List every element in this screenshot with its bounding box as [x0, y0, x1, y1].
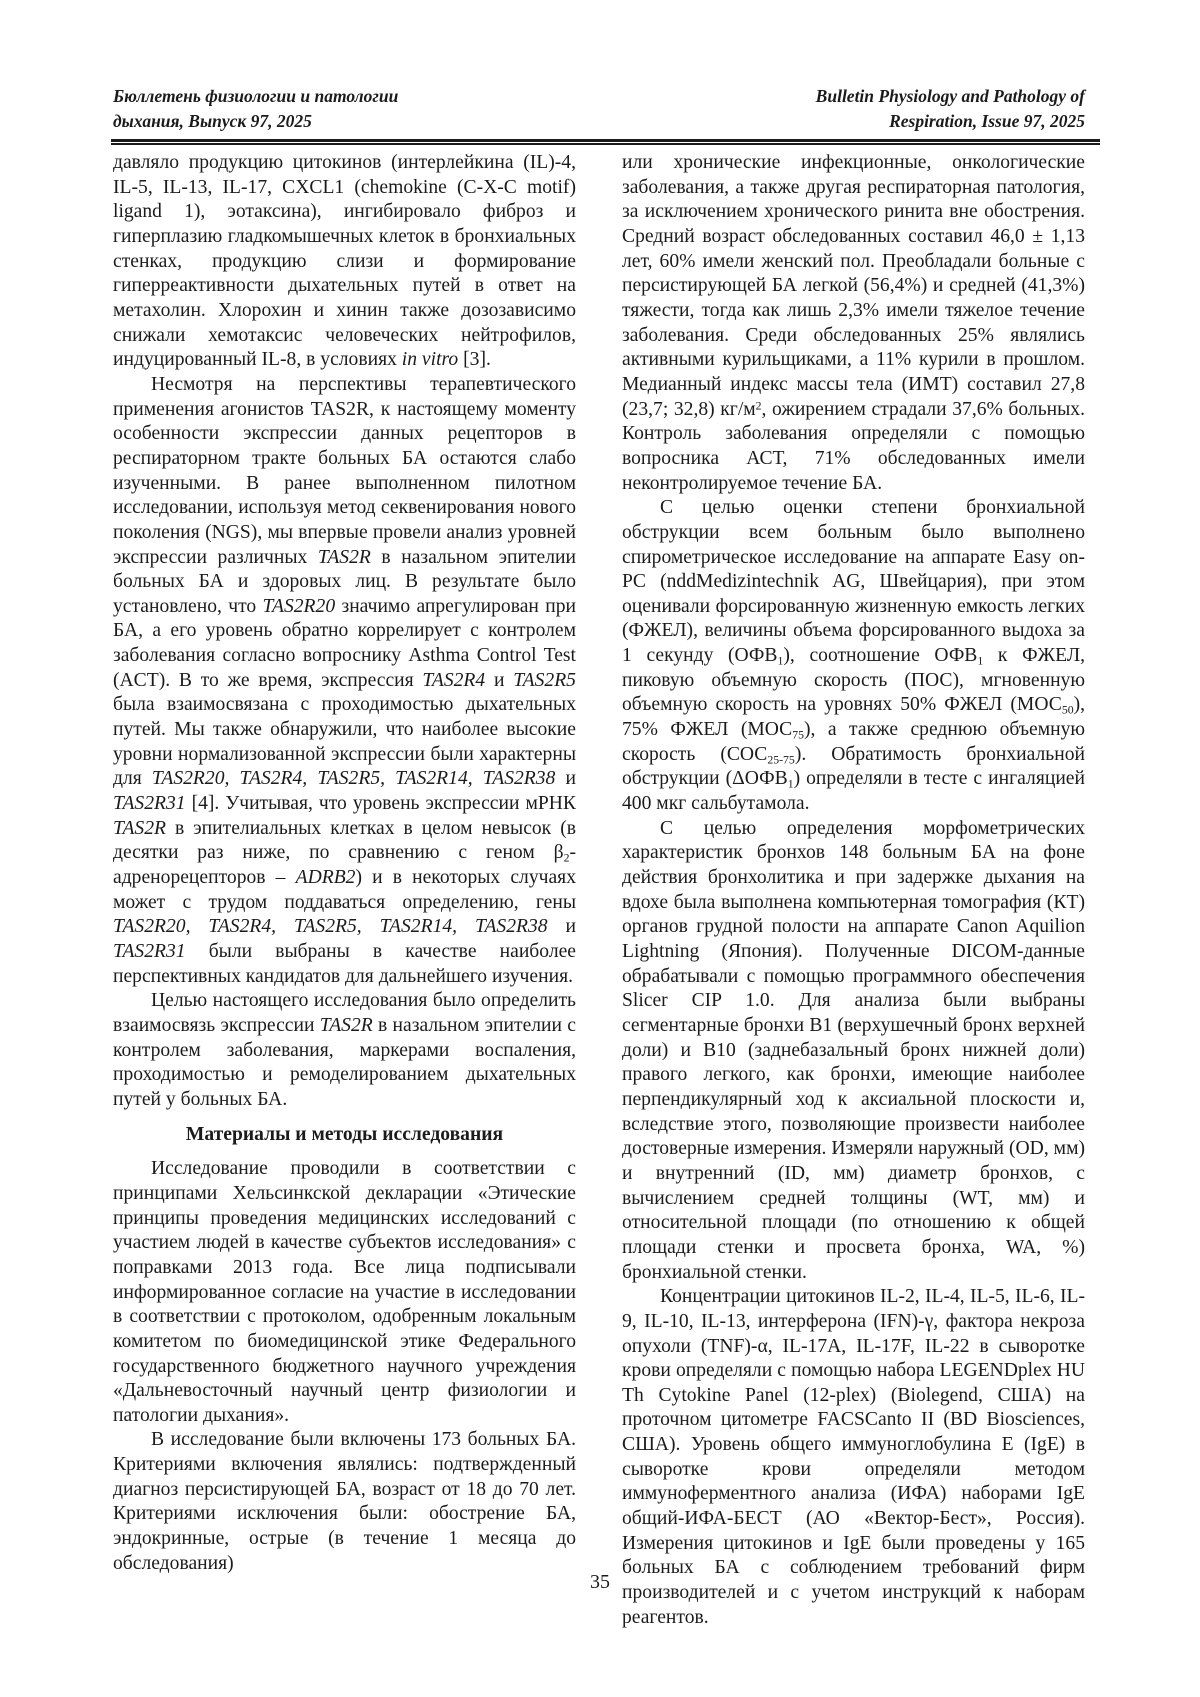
running-head	[113, 84, 1085, 134]
running-head-en-line2: Respiration, Issue 97, 2025	[889, 111, 1085, 131]
paragraph: Исследование проводили в соответствии с принципами Хельсинкской декларации «Этические принципы проведения медицинских исследований с участием людей в качестве субъектов исследования» с поправками 2013 года. Все лица подписывали информированное согласие на участие в исследовании в соответствии с протоколом, одобренным локальным комитетом по биомедицинской этике Федерального государственного бюджетного научного учреждения «Дальневосточный научный центр физиологии и патологии дыхания».	[113, 1158, 576, 1426]
paragraph: Концентрации цитокинов IL-2, IL-4, IL-5, IL-6, IL-9, IL-10, IL-13, интерферона (IFN)-γ, фактора некроза опухоли (TNF)-α, IL-17A, IL-17F, IL-22 в сыворотке крови определяли с помощью набора LEGENDplex HU Th Cytokine Panel (12-plex) (Biolegend, США) на проточном цитометре FACSCanto II (BD Biosciences, США). Уровень общего иммуноглобулина E (IgE) в сыворотке крови определяли методом иммуноферментного анализа (ИФА) наборами IgE общий-ИФА-БЕСТ (АО «Вектор-Бест», Россия). Измерения цитокинов и IgE были проведены у 165 больных БА с соблюдением требований фирм производителей и с учетом инструкций к наборам реагентов.	[622, 1286, 1085, 1628]
article-body	[113, 151, 1085, 1630]
paragraph: С целью оценки степени бронхиальной обструкции всем больным было выполнено спирометрическое исследование на аппарате Easy on-PC (nddMedizintechnik AG, Швейцария), при этом оценивали форсированную жизненную емкость легких (ФЖЕЛ), величины объема форсированного выдоха за 1 секунду $(ОФВ_1)$, соотношение $ОФВ_1$ к ФЖЕЛ, пиковую объемную скорость (ПОС), мгновенную объемную скорость на уровнях 50% ФЖЕЛ $(МОС_{50})$, 75% ФЖЕЛ $(МОС_{75})$, а также среднюю объемную скорость $(СОС_{25-75})$. Обратимость бронхиальной обструкции $(\Delta ОФВ_1)$ определяли в тесте с ингаляцией 400 мкг сальбутамола.	[622, 497, 1086, 815]
left-column	[113, 151, 576, 1630]
paragraph: Несмотря на перспективы терапевтического применения агонистов TAS2R, к настоящему моменту особенности экспрессии данных рецепторов в респираторном тракте больных БА остаются слабо изученными. В ранее выполненном пилотном исследовании, используя метод секвенирования нового поколения (NGS), мы впервые провели анализ уровней экспрессии различных TAS2R в назальном эпителии больных БА и здоровых лиц. В результате было установлено, что TAS2R20 значимо апрегулирован при БА, а его уровень обратно коррелирует с контролем заболевания согласно вопроснику Asthma Control Test (ACT). В то же время, экспрессия TAS2R4 и TAS2R5 была взаимосвязана с проходимостью дыхательных путей. Мы также обнаружили, что наиболее высокие уровни нормализованной экспрессии были характерны для TAS2R20, TAS2R4, TAS2R5, TAS2R14, TAS2R38 и TAS2R31 [4]. Учитывая, что уровень экспрессии мРНК TAS2R в эпителиальных клетках в целом невысок (в десятки раз ниже, по сравнению с геном $\beta_2$-адренорецепторов – ADRB2) и в некоторых случаях может с трудом поддаваться определению, гены TAS2R20, TAS2R4, TAS2R5, TAS2R14, TAS2R38 и TAS2R31 были выбраны в качестве наиболее перспективных кандидатов для дальнейшего изучения.	[113, 373, 576, 987]
section-heading: Материалы и методы исследования	[185, 1123, 504, 1145]
running-head-english	[816, 84, 1085, 134]
paragraph: или хронические инфекционные, онкологические заболевания, а также другая респираторная патология, за исключением хронического ринита вне обострения. Средний возраст обследованных составил 46,0 ± 1,13 лет, 60% имели женский пол. Преобладали больные с персистирующей БА легкой (56,4%) и средней (41,3%) тяжести, тогда как лишь 2,3% имели тяжелое течение заболевания. Среди обследованных 25% являлись активными курильщиками, а 11% курили в прошлом. Медианный индекс массы тела (ИМТ) составил 27,8 (23,7; 32,8) $кг/м^2$, ожирением страдали 37,6% больных. Контроль заболевания определяли с помощью вопросника АСТ, 71% обследованных имели неконтролируемое течение БА.	[622, 152, 1085, 494]
paragraph: В исследование были включены 173 больных БА. Критериями включения являлись: подтвержденный диагноз персистирующей БА, возраст от 18 до 70 лет. Критериями исключения были: обострение БА, эндокринные, острые (в течение 1 месяца до обследования)	[113, 1429, 576, 1574]
running-head-ru-line1: Бюллетень физиологии и патологии	[113, 86, 399, 106]
running-head-en-line1: Bulletin Physiology and Pathology of	[815, 86, 1085, 106]
header-rule-divider	[111, 139, 1100, 145]
right-column	[622, 151, 1085, 1630]
paragraph: Целью настоящего исследования было определить взаимосвязь экспрессии TAS2R в назальном эпителии с контролем заболевания, маркерами воспаления, проходимостью и ремоделированием дыхательных путей у больных БА.	[113, 990, 576, 1110]
page-number: 35	[590, 1571, 610, 1593]
paragraph: С целью определения морфометрических характеристик бронхов 148 больным БА на фоне действия бронхолитика и при задержке дыхания на вдохе была выполнена компьютерная томография (КТ) органов грудной полости на аппарате Canon Aquilion Lightning (Япония). Полученные DICOM-данные обрабатывали с помощью программного обеспечения Slicer CIP 1.0. Для анализа были выбраны сегментарные бронхи B1 (верхушечный бронх верхней доли) и B10 (заднебазальный бронх нижней доли) правого легкого, как бронхи, имеющие наиболее перпендикулярный ход к аксиальной плоскости и, вследствие этого, позволяющие произвести наиболее достоверные измерения. Измеряли наружный (OD, мм) и внутренний (ID, мм) диаметр бронхов, с вычислением средней толщины (WT, мм) и относительной площади (по отношению к общей площади стенки и просвета бронха, WA, %) бронхиальной стенки.	[622, 817, 1085, 1283]
paragraph: давляло продукцию цитокинов (интерлейкина (IL)-4, IL-5, IL-13, IL-17, CXCL1 (chemokine (C-X-C motif) ligand 1), эотаксина), ингибировало фиброз и гиперплазию гладкомышечных клеток в бронхиальных стенках, продукцию слизи и формирование гиперреактивности дыхательных путей в ответ на метахолин. Хлорохин и хинин также дозозависимо снижали хемотаксис человеческих нейтрофилов, индуцированный IL-8, в условиях in vitro [3].	[113, 152, 576, 371]
running-head-ru-line2: дыхания, Выпуск 97, 2025	[113, 111, 312, 131]
running-head-russian	[113, 84, 398, 134]
